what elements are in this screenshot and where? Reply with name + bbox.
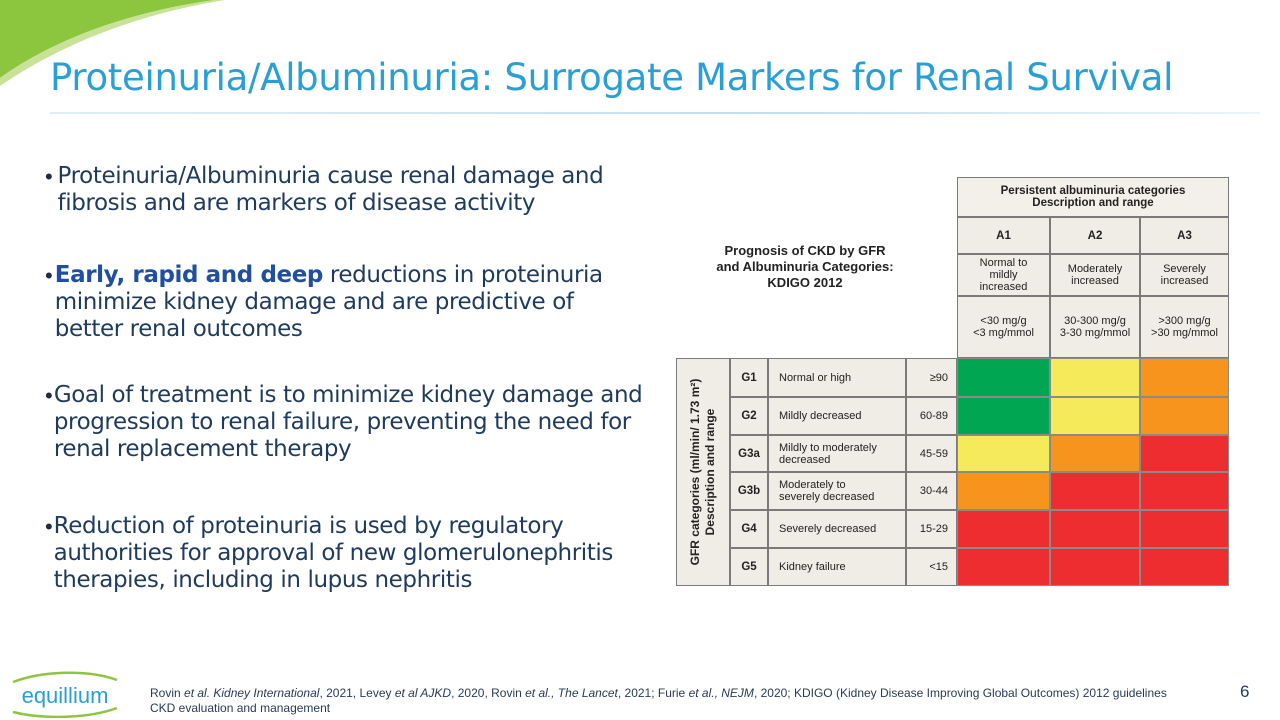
risk-cell-g3a-a1 (957, 435, 1050, 472)
risk-cell-g1-a1 (957, 358, 1050, 397)
albuminuria-range-a2: 30-300 mg/g 3-30 mg/mmol (1050, 296, 1140, 358)
gfr-code-g1: G1 (730, 358, 768, 397)
bullet-text: Goal of treatment is to minimize kidney damage and progression to renal failure, preventing the need for renal replacement therapy (53, 382, 643, 462)
albuminuria-range-a3: >300 mg/g >30 mg/mmol (1140, 296, 1229, 358)
albuminuria-desc-a2: Moderately increased (1050, 254, 1140, 296)
gfr-code-g3b: G3b (730, 472, 768, 510)
page-number: 6 (1240, 682, 1250, 701)
bullet-item (45, 163, 645, 217)
bullet-text: Early, rapid and deep reductions in proteinuria minimize kidney damage and are predictive of better renal outcomes (54, 262, 603, 342)
bullet-text: Proteinuria/Albuminuria cause renal damage and fibrosis and are markers of disease activity (57, 163, 604, 216)
gfr-code-g5: G5 (730, 548, 768, 586)
albuminuria-header: Persistent albuminuria categories Description and range (957, 177, 1229, 217)
gfr-desc-g1: Normal or high (768, 358, 906, 397)
equillium-logo (5, 668, 125, 718)
risk-cell-g2-a2 (1050, 397, 1140, 435)
bullet-item (45, 382, 645, 463)
title-divider (50, 112, 1260, 114)
albuminuria-code-a3: A3 (1140, 217, 1229, 254)
risk-cell-g1-a3 (1140, 358, 1229, 397)
bullet-text: Reduction of proteinuria is used by regulatory authorities for approval of new glomerulonephritis therapies, including in lupus nephritis (53, 513, 613, 593)
gfr-axis-label: GFR categories (ml/min/ 1.73 m²) Description and range (676, 358, 730, 586)
bullet-item (45, 262, 645, 343)
risk-cell-g3b-a3 (1140, 472, 1229, 510)
risk-cell-g5-a1 (957, 548, 1050, 586)
gfr-code-g3a: G3a (730, 435, 768, 472)
gfr-desc-g4: Severely decreased (768, 510, 906, 548)
bullet-dot-icon: • (45, 383, 53, 408)
risk-cell-g5-a2 (1050, 548, 1140, 586)
albuminuria-desc-a1: Normal to mildly increased (957, 254, 1050, 296)
risk-cell-g1-a2 (1050, 358, 1140, 397)
gfr-range-g1: ≥90 (906, 358, 957, 397)
gfr-desc-g5: Kidney failure (768, 548, 906, 586)
albuminuria-range-a1: <30 mg/g <3 mg/mmol (957, 296, 1050, 358)
albuminuria-code-a2: A2 (1050, 217, 1140, 254)
gfr-desc-g3a: Mildly to moderately decreased (768, 435, 906, 472)
bullet-dot-icon: • (45, 164, 53, 189)
risk-cell-g3a-a3 (1140, 435, 1229, 472)
risk-cell-g3b-a1 (957, 472, 1050, 510)
gfr-range-g4: 15-29 (906, 510, 957, 548)
risk-cell-g3a-a2 (1050, 435, 1140, 472)
gfr-desc-g2: Mildly decreased (768, 397, 906, 435)
bullet-dot-icon: • (45, 514, 53, 539)
risk-cell-g5-a3 (1140, 548, 1229, 586)
prognosis-title: Prognosis of CKD by GFR and Albuminuria Categories: KDIGO 2012 (716, 243, 894, 290)
gfr-range-g2: 60-89 (906, 397, 957, 435)
citation: Rovin et al. Kidney International, 2021, Levey et al AJKD, 2020, Rovin et al., The Lancet, 2021; Furie et al., NEJM, 2020; KDIGO (Kidney Disease Improving Global Outcomes) 2012 guidelines CKD evaluation and management (150, 686, 1167, 715)
risk-cell-g3b-a2 (1050, 472, 1140, 510)
slide-title: Proteinuria/Albuminuria: Surrogate Markers for Renal Survival (50, 56, 1174, 99)
risk-cell-g2-a3 (1140, 397, 1229, 435)
gfr-range-g3b: 30-44 (906, 472, 957, 510)
risk-cell-g4-a2 (1050, 510, 1140, 548)
gfr-code-g2: G2 (730, 397, 768, 435)
gfr-desc-g3b: Moderately to severely decreased (768, 472, 906, 510)
albuminuria-code-a1: A1 (957, 217, 1050, 254)
risk-cell-g2-a1 (957, 397, 1050, 435)
risk-cell-g4-a1 (957, 510, 1050, 548)
svg-text:equillium: equillium (21, 683, 109, 708)
risk-cell-g4-a3 (1140, 510, 1229, 548)
gfr-code-g4: G4 (730, 510, 768, 548)
albuminuria-desc-a3: Severely increased (1140, 254, 1229, 296)
gfr-range-g5: <15 (906, 548, 957, 586)
gfr-range-g3a: 45-59 (906, 435, 957, 472)
bullet-dot-icon: • (45, 263, 53, 288)
bullet-item (45, 513, 645, 594)
